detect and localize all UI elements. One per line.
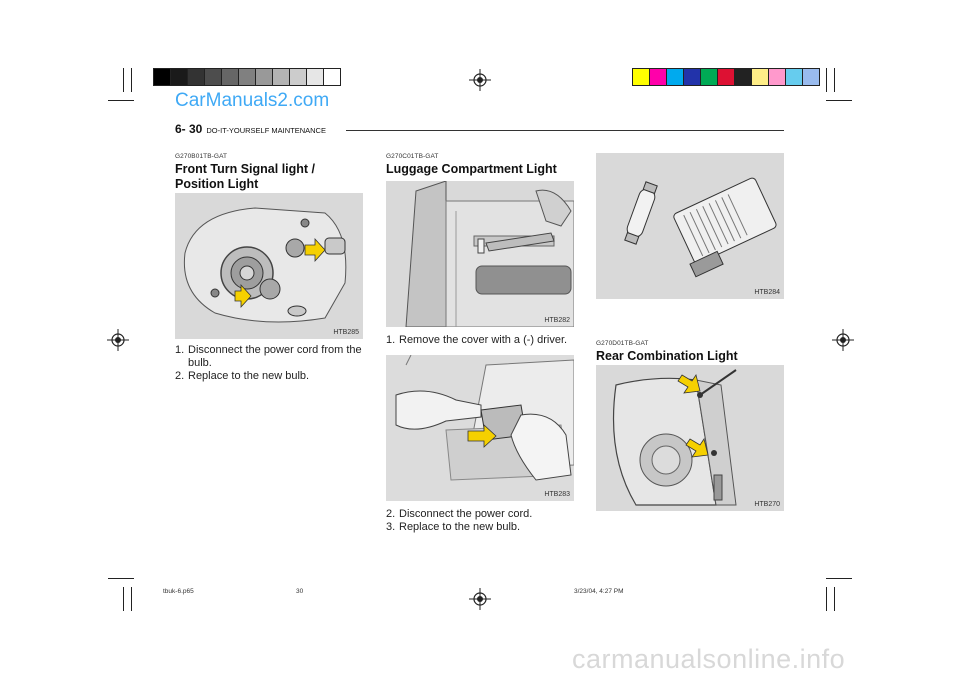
heading-line: Position Light — [175, 177, 259, 191]
crop-mark — [123, 68, 124, 92]
section-title: DO-IT-YOURSELF MAINTENANCE — [206, 126, 326, 135]
step-list — [386, 508, 532, 534]
color-swatch — [256, 69, 273, 85]
footer-page: 30 — [296, 588, 304, 595]
color-swatch — [307, 69, 324, 85]
step-number: 2. — [175, 370, 185, 382]
color-swatch — [273, 69, 290, 85]
figure-label: HTB270 — [754, 501, 780, 508]
figure-bulb-and-lens — [596, 153, 784, 299]
figure-label: HTB284 — [754, 289, 780, 296]
registration-target-icon — [832, 329, 854, 351]
section-heading: Luggage Compartment Light — [386, 162, 557, 176]
color-swatch — [324, 69, 340, 85]
step-item — [386, 508, 532, 521]
crop-mark — [826, 578, 852, 579]
crop-mark — [108, 578, 134, 579]
headlamp-illustration — [175, 193, 363, 339]
crop-mark — [826, 68, 827, 92]
step-text: bulb. — [188, 357, 212, 369]
section-code: G270B01TB-GAT — [175, 153, 228, 160]
header-rule — [346, 130, 784, 131]
section-heading — [175, 162, 365, 192]
color-swatch — [650, 69, 667, 85]
hands-lamp-illustration — [386, 355, 574, 501]
section-code: G270D01TB-GAT — [596, 340, 649, 347]
footer-file: tbuk-6.p65 — [163, 588, 194, 595]
registration-target-icon — [469, 69, 491, 91]
heading-line: Front Turn Signal light / — [175, 162, 316, 176]
step-text: Replace to the new bulb. — [399, 521, 521, 533]
step-item — [386, 521, 532, 534]
crop-mark — [108, 100, 134, 101]
figure-front-turn-signal — [175, 193, 363, 339]
step-text: Remove the cover with a (-) driver. — [399, 334, 568, 346]
color-swatch — [786, 69, 803, 85]
crop-mark — [834, 587, 835, 611]
watermark-bottom[interactable]: carmanualsonline.info — [572, 644, 846, 674]
step-number: 3. — [386, 521, 396, 533]
color-swatch — [205, 69, 222, 85]
grayscale-swatch-bar — [153, 68, 341, 86]
color-swatch — [735, 69, 752, 85]
section-code: G270C01TB-GAT — [386, 153, 439, 160]
crop-mark — [826, 100, 852, 101]
crop-mark — [826, 587, 827, 611]
figure-label: HTB285 — [333, 329, 359, 336]
step-item-continuation — [175, 357, 370, 370]
color-swatch — [752, 69, 769, 85]
color-swatch — [154, 69, 171, 85]
step-number: 2. — [386, 508, 396, 520]
step-item — [386, 334, 567, 347]
figure-rear-combination — [596, 365, 784, 511]
crop-mark — [131, 587, 132, 611]
color-swatch-bar — [632, 68, 820, 86]
registration-target-icon — [107, 329, 129, 351]
page-number: 6- 30 — [175, 122, 203, 136]
figure-luggage-lamp-removal — [386, 355, 574, 501]
bulb-lens-illustration — [596, 153, 784, 299]
step-text: Disconnect the power cord from the — [188, 344, 362, 356]
color-swatch — [188, 69, 205, 85]
rear-lamp-illustration — [596, 365, 784, 511]
step-item — [175, 344, 370, 357]
step-item — [175, 370, 370, 383]
watermark-top[interactable]: CarManuals2.com — [175, 90, 330, 111]
color-swatch — [803, 69, 819, 85]
color-swatch — [239, 69, 256, 85]
crop-mark — [834, 68, 835, 92]
step-text: Disconnect the power cord. — [399, 508, 533, 520]
color-swatch — [684, 69, 701, 85]
figure-label: HTB283 — [544, 491, 570, 498]
page-header — [175, 122, 326, 136]
footer-timestamp: 3/23/04, 4:27 PM — [574, 588, 624, 595]
color-swatch — [171, 69, 188, 85]
step-number: 1. — [175, 344, 185, 356]
crop-mark — [123, 587, 124, 611]
color-swatch — [701, 69, 718, 85]
color-swatch — [222, 69, 239, 85]
step-list — [175, 344, 370, 383]
crop-mark — [131, 68, 132, 92]
step-number: 1. — [386, 334, 396, 346]
color-swatch — [769, 69, 786, 85]
figure-label: HTB282 — [544, 317, 570, 324]
color-swatch — [290, 69, 307, 85]
section-heading: Rear Combination Light — [596, 349, 738, 363]
color-swatch — [667, 69, 684, 85]
color-swatch — [633, 69, 650, 85]
trunk-illustration — [386, 181, 574, 327]
color-swatch — [718, 69, 735, 85]
step-text: Replace to the new bulb. — [188, 370, 310, 382]
registration-target-icon — [469, 588, 491, 610]
figure-luggage-light — [386, 181, 574, 327]
